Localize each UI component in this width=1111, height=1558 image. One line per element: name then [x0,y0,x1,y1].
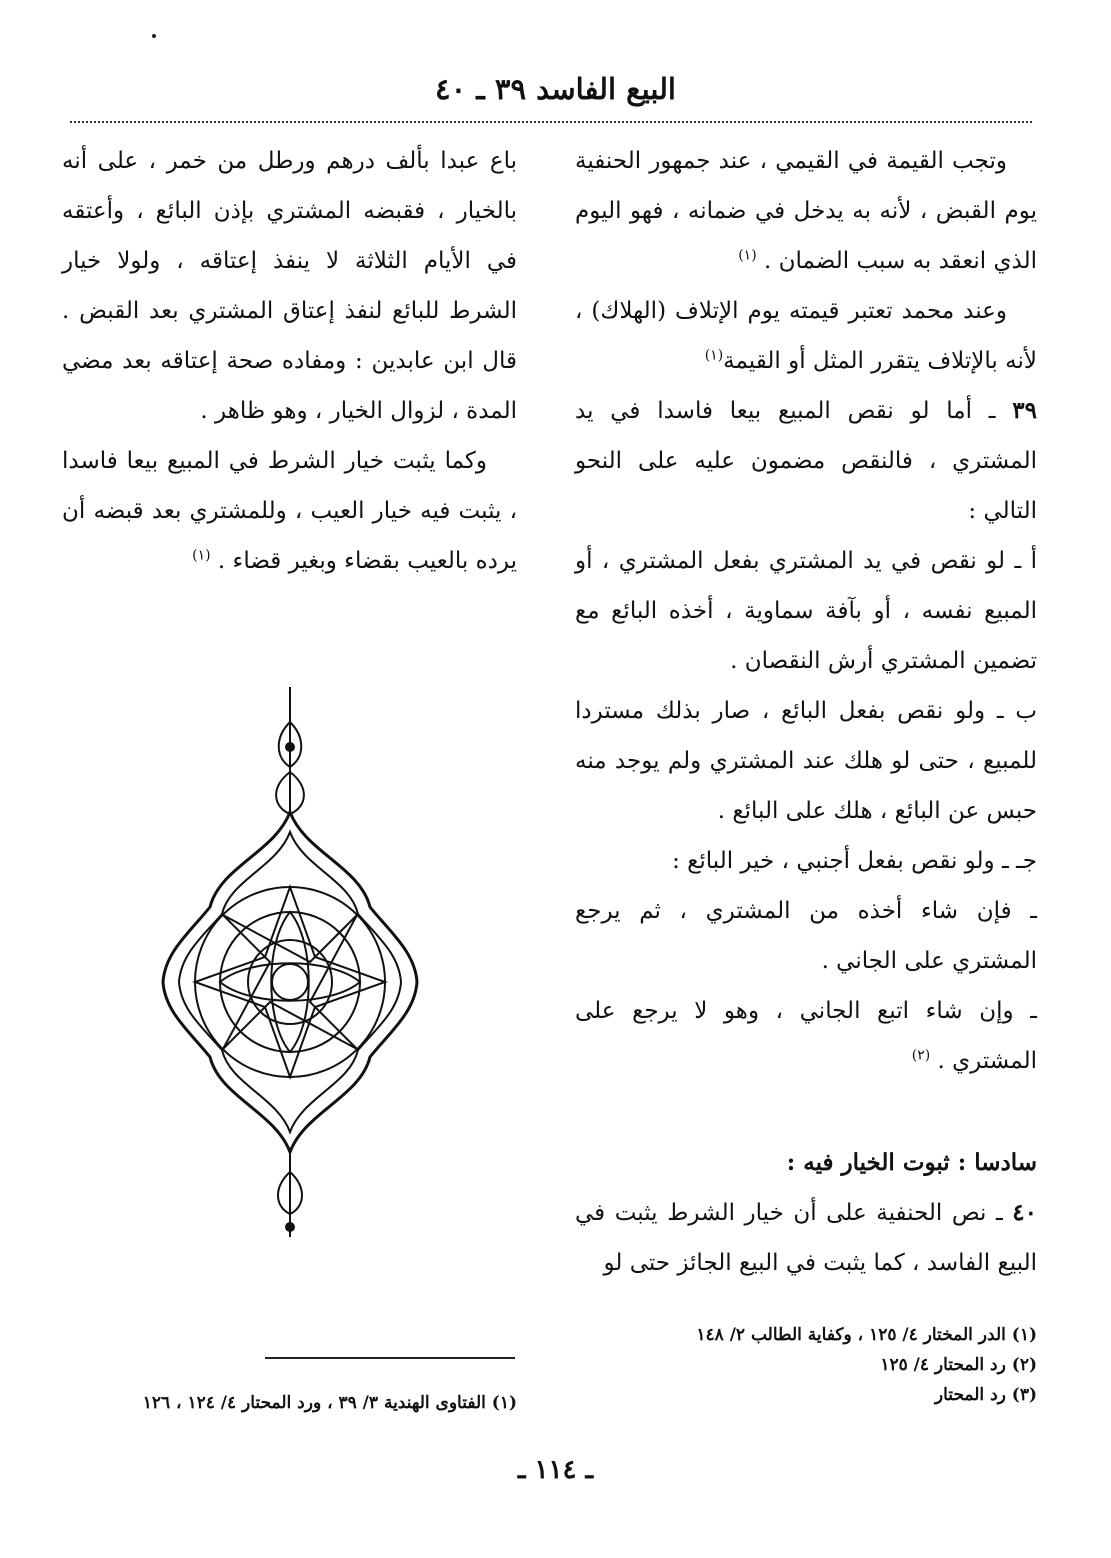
stray-dot [152,34,156,38]
paragraph [575,836,1037,886]
paragraph [62,136,517,436]
arabesque-ornament-icon [155,682,425,1242]
paragraph [575,986,1037,1086]
paragraph-text: ـ نص الحنفية على أن خيار الشرط يثبت في البيع الفاسد ، كما يثبت في البيع الجائز حتى لو [575,1200,1037,1276]
footnote-ref: (١) [704,347,724,364]
paragraph [575,886,1037,986]
footnote-ref: (١) [738,247,757,264]
paragraph [575,536,1037,686]
footnotes-left [62,1388,517,1418]
paragraph-text: ب ـ ولو نقص بفعل البائع ، صار بذلك مستردا للمبيع ، حتى لو هلك عند المشتري ولم يوجد منه حبس عن البائع ، هلك على البائع . [575,698,1037,824]
section-number: ٤٠ [1012,1199,1037,1226]
paragraph [575,136,1037,286]
right-column [575,136,1037,1288]
footnote-ref: (٢) [911,1047,931,1064]
footnote: (١) الفتاوى الهندية ٣/ ٣٩ ، ورد المحتار ٤/ ١٢٤ ، ١٢٦ [142,1393,517,1413]
section-number: ٣٩ [1012,397,1038,424]
paragraph-text: باع عبدا بألف درهم ورطل من خمر ، على أنه بالخيار ، فقبضه المشتري بإذن البائع ، وأعتقه في الأيام الثلاثة لا ينفذ إعتاقه ، ولولا خيار الشرط للبائع لنفذ إعتاق المشتري بعد القبض . قال ابن عابدين : ومفاده صحة إعتاقه بعد مضي المدة ، لزوال الخيار ، وهو ظاهر . [62,148,517,424]
paragraph-text: وكما يثبت خيار الشرط في المبيع بيعا فاسدا ، يثبت فيه خيار العيب ، وللمشتري بعد قبضه أن يرده بالعيب بقضاء وبغير قضاء . [62,448,517,574]
footnote: (٣) رد المحتار [934,1385,1037,1405]
paragraph-text: ـ فإن شاء أخذه من المشتري ، ثم يرجع المشتري على الجاني . [575,898,1037,974]
section-heading: سادسا : ثبوت الخيار فيه : [786,1149,1037,1176]
page-title: البيع الفاسد ٣٩ ـ ٤٠ [435,72,676,106]
footnotes-right [575,1320,1037,1410]
paragraph-text: جـ ـ ولو نقص بفعل أجنبي ، خير البائع : [672,848,1037,874]
header-divider [70,121,1032,123]
left-column [62,136,517,586]
page-number: ـ ١١٤ ـ [517,1455,594,1485]
paragraph-text: وعند محمد تعتبر قيمته يوم الإتلاف (الهلاك) ، لأنه بالإتلاف يتقرر المثل أو القيمة [575,298,1037,374]
footnote-ref: (١) [192,547,211,564]
paragraph [575,286,1037,386]
paragraph-text: أ ـ لو نقص في يد المشتري بفعل المشتري ، أو المبيع نفسه ، أو بآفة سماوية ، أخذه البائع مع تضمين المشتري أرش النقصان . [575,548,1037,674]
paragraph [575,686,1037,836]
paragraph [575,1188,1037,1288]
paragraph-text: ـ وإن شاء اتبع الجاني ، وهو لا يرجع على المشتري . [575,998,1037,1074]
paragraph-text: ـ أما لو نقص المبيع بيعا فاسدا في يد المشتري ، فالنقص مضمون عليه على النحو التالي : [575,398,1037,524]
footnote: (٢) رد المحتار ٤/ ١٢٥ [880,1355,1037,1375]
footnote: (١) الدر المختار ٤/ ١٢٥ ، وكفاية الطالب ٢/ ١٤٨ [696,1325,1037,1345]
paragraph [575,386,1037,536]
footnote-divider [265,1357,515,1359]
paragraph [62,436,517,586]
paragraph-text: وتجب القيمة في القيمي ، عند جمهور الحنفية يوم القبض ، لأنه به يدخل في ضمانه ، فهو اليوم الذي انعقد به سبب الضمان . [575,148,1037,274]
